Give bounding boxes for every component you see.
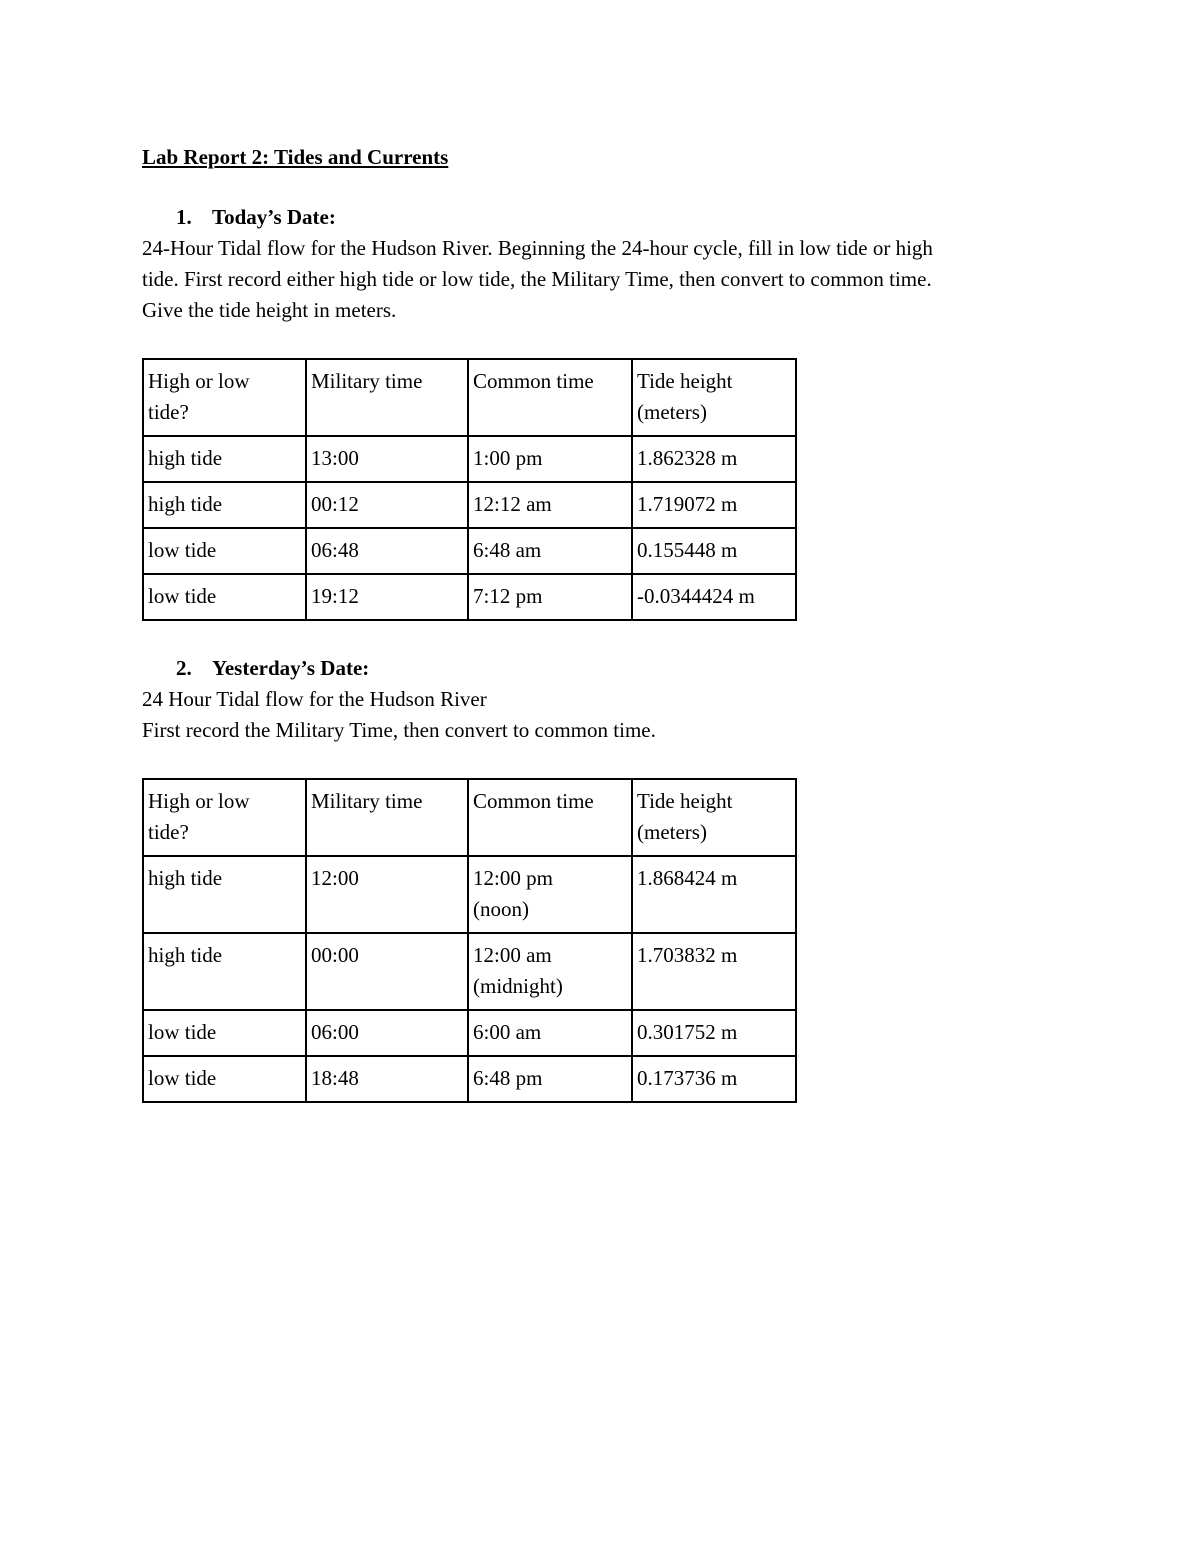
document-page [142,143,1062,1103]
report-title: Lab Report 2: Tides and Currents [142,145,449,169]
header-cell-tide-height: Tide height (meters) [632,779,796,856]
section-2-number: 2. [176,656,192,680]
table-cell: 12:00 [306,856,468,933]
header-cell-high-or-low: High or low tide? [143,359,306,436]
section-1-heading-text: Today’s Date: [212,205,336,229]
table-cell: 1.862328 m [632,436,796,482]
table-row [143,933,796,1010]
table-cell: high tide [143,482,306,528]
section-2-line: 24 Hour Tidal flow for the Hudson River [142,687,487,711]
table-row [143,436,796,482]
table-row [143,482,796,528]
table-cell: 0.155448 m [632,528,796,574]
header-cell-military-time: Military time [306,359,468,436]
table-cell: 00:00 [306,933,468,1010]
table-cell: 1.719072 m [632,482,796,528]
table-cell: 0.173736 m [632,1056,796,1102]
table-cell: 6:48 am [468,528,632,574]
header-cell-military-time: Military time [306,779,468,856]
header-cell-common-time: Common time [468,359,632,436]
section-2-instructions [142,684,1062,746]
table-cell: high tide [143,933,306,1010]
table-row [143,856,796,933]
table-cell: 12:00 pm (noon) [468,856,632,933]
table-cell: 6:48 pm [468,1056,632,1102]
table-cell: 1.703832 m [632,933,796,1010]
table-row [143,1010,796,1056]
table-cell: 0.301752 m [632,1010,796,1056]
section-2-heading [142,653,1062,684]
section-2-line: First record the Military Time, then convert to common time. [142,718,656,742]
section-1-number: 1. [176,205,192,229]
header-cell-high-or-low: High or low tide? [143,779,306,856]
table-cell: -0.0344424 m [632,574,796,620]
table-row [143,574,796,620]
section-1-instructions [142,233,1062,326]
table-cell: 18:48 [306,1056,468,1102]
table-cell: low tide [143,528,306,574]
table-row [143,528,796,574]
header-cell-tide-height: Tide height (meters) [632,359,796,436]
section-1-line: tide. First record either high tide or low tide, the Military Time, then convert to common time. [142,267,932,291]
yesterdays-tide-table [142,778,797,1103]
table-header-row [143,779,796,856]
section-1-line: 24-Hour Tidal flow for the Hudson River. Beginning the 24-hour cycle, fill in low tide or high [142,236,933,260]
section-2-heading-text: Yesterday’s Date: [212,656,370,680]
header-cell-common-time: Common time [468,779,632,856]
table-cell: high tide [143,436,306,482]
table-cell: 00:12 [306,482,468,528]
section-1-line: Give the tide height in meters. [142,298,397,322]
table-cell: high tide [143,856,306,933]
table-row [143,1056,796,1102]
table-cell: 13:00 [306,436,468,482]
table-cell: 6:00 am [468,1010,632,1056]
table-header-row [143,359,796,436]
table-cell: 1.868424 m [632,856,796,933]
table-cell: 06:00 [306,1010,468,1056]
table-cell: 7:12 pm [468,574,632,620]
table-cell: low tide [143,1010,306,1056]
table-cell: 1:00 pm [468,436,632,482]
table-cell: low tide [143,1056,306,1102]
todays-tide-table [142,358,797,621]
section-1-heading [142,202,1062,233]
table-cell: 06:48 [306,528,468,574]
table-cell: 12:00 am (midnight) [468,933,632,1010]
table-cell: 19:12 [306,574,468,620]
table-cell: low tide [143,574,306,620]
table-cell: 12:12 am [468,482,632,528]
